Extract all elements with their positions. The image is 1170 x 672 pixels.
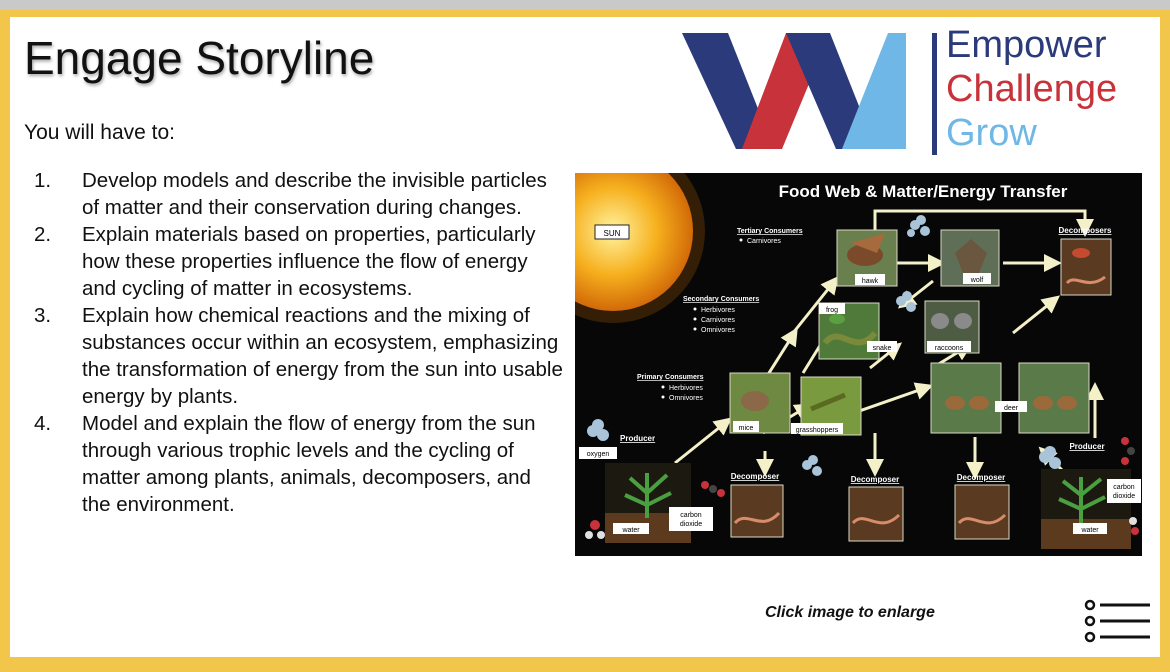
deer-tile-1 bbox=[931, 363, 1001, 433]
bullet-icon bbox=[694, 308, 697, 311]
co2-label-right-2: dioxide bbox=[1112, 493, 1136, 500]
secondary-item: Carnivores bbox=[701, 317, 735, 324]
bullet-icon bbox=[740, 239, 743, 242]
decomposer-tile bbox=[955, 485, 1009, 539]
mice-label: mice bbox=[738, 425, 754, 432]
water-label-left: water bbox=[622, 527, 640, 534]
hawk-label: hawk bbox=[861, 278, 879, 285]
secondary-heading: Secondary Consumers bbox=[683, 296, 760, 303]
list-text: Explain materials based on properties, particularly how these properties influence the flow of energy and cycling of matter in ecosystems. bbox=[82, 223, 536, 300]
deer-label: deer bbox=[1003, 405, 1019, 412]
secondary-item: Herbivores bbox=[701, 307, 735, 314]
list-item bbox=[34, 302, 564, 410]
intro-text: You will have to: bbox=[24, 121, 175, 144]
co2-label-left-2: dioxide bbox=[679, 521, 703, 528]
food-web-title: Food Web & Matter/Energy Transfer bbox=[778, 182, 1068, 201]
raccoons-label: raccoons bbox=[934, 345, 964, 352]
page-title: Engage Storyline bbox=[24, 32, 375, 84]
list-text: Explain how chemical reactions and the mixing of substances occur within an ecosystem, emphasizing the transformation of energy from the sun into usable energy by plants. bbox=[82, 304, 563, 408]
task-list bbox=[34, 167, 564, 518]
logo-words bbox=[946, 23, 1117, 155]
deer-tile-2 bbox=[1019, 363, 1089, 433]
logo-word-challenge: Challenge bbox=[946, 68, 1118, 110]
list-item bbox=[34, 167, 564, 221]
primary-heading: Primary Consumers bbox=[637, 374, 704, 381]
bullet-icon bbox=[694, 318, 697, 321]
producer-heading-left: Producer bbox=[620, 434, 656, 443]
decomposer-tile bbox=[731, 485, 783, 537]
list-item bbox=[34, 410, 564, 518]
co2-label-left-1: carbon bbox=[680, 512, 702, 519]
bullet-icon bbox=[662, 396, 665, 399]
list-text: Develop models and describe the invisible particles of matter and their conservation during changes. bbox=[82, 169, 547, 219]
list-menu-icon[interactable] bbox=[1082, 599, 1152, 643]
list-number: 1. bbox=[34, 169, 52, 192]
secondary-item: Omnivores bbox=[701, 327, 735, 334]
list-number: 2. bbox=[34, 223, 52, 246]
tertiary-item: Carnivores bbox=[747, 238, 781, 245]
list-number: 4. bbox=[34, 412, 52, 435]
decomposer-heading-2: Decomposer bbox=[850, 475, 900, 484]
list-number: 3. bbox=[34, 304, 52, 327]
producer-heading-right: Producer bbox=[1069, 442, 1105, 451]
sun-label: SUN bbox=[603, 229, 621, 238]
bullet-icon bbox=[662, 386, 665, 389]
enlarge-caption: Click image to enlarge bbox=[765, 604, 935, 621]
list-text: Model and explain the flow of energy from the sun through various trophic levels and the cycling of matter among plants, animals, decomposers, and the environment. bbox=[82, 412, 536, 516]
primary-item: Omnivores bbox=[669, 395, 703, 402]
bullet-icon bbox=[694, 328, 697, 331]
co2-label-right-1: carbon bbox=[1113, 484, 1135, 491]
slide bbox=[10, 17, 1160, 657]
decomposer-heading-3: Decomposer bbox=[956, 473, 1006, 482]
logo-word-empower: Empower bbox=[946, 24, 1107, 66]
logo-word-grow: Grow bbox=[946, 112, 1037, 154]
wolf-label: wolf bbox=[970, 277, 984, 284]
tertiary-heading: Tertiary Consumers bbox=[737, 228, 803, 235]
decomposer-heading-1: Decomposer bbox=[730, 472, 780, 481]
frog-label: frog bbox=[825, 307, 839, 314]
decomposers-heading: Decomposers bbox=[1058, 226, 1112, 235]
list-item bbox=[34, 221, 564, 302]
decomposer-tile bbox=[1061, 239, 1111, 295]
oxygen-label: oxygen bbox=[586, 451, 610, 458]
grasshoppers-label: grasshoppers bbox=[795, 427, 839, 434]
food-web-image[interactable] bbox=[575, 173, 1142, 556]
slide-frame bbox=[0, 10, 1170, 672]
water-label-right: water bbox=[1081, 527, 1099, 534]
logo-divider bbox=[932, 33, 937, 155]
primary-item: Herbivores bbox=[669, 385, 703, 392]
decomposer-tile bbox=[849, 487, 903, 541]
snake-label: snake bbox=[872, 345, 892, 352]
